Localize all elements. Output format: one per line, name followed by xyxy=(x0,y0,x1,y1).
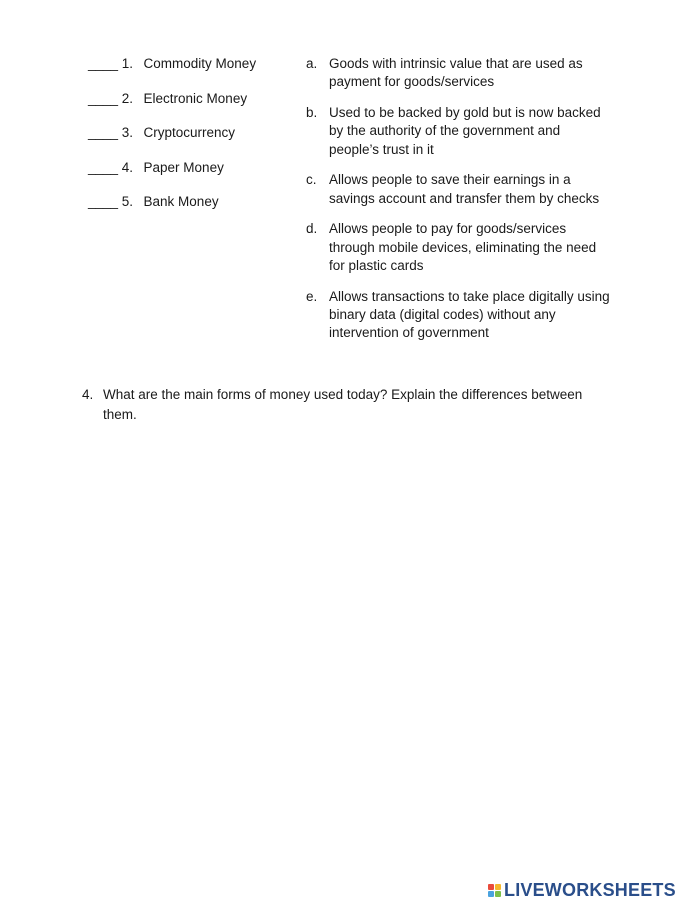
matching-term xyxy=(88,159,288,194)
brand-wordmark: LIVEWORKSHEETS xyxy=(504,879,676,900)
matching-term xyxy=(88,124,288,159)
definition-item xyxy=(306,220,611,275)
answer-blank[interactable]: ____ xyxy=(88,90,119,106)
definition-item xyxy=(306,55,611,92)
definition-letter: d. xyxy=(306,221,318,237)
definition-text: Allows people to save their earnings in a savings account and transfer them by checks xyxy=(329,172,600,206)
definition-text: Used to be backed by gold but is now backed by the authority of the government and people’s trust in it xyxy=(329,104,601,157)
definition-letter: a. xyxy=(306,56,318,71)
logo-square-red xyxy=(488,884,494,890)
answer-blank[interactable]: ____ xyxy=(88,56,119,71)
definition-letter: c. xyxy=(306,172,317,188)
definition-item xyxy=(306,171,611,208)
matching-term xyxy=(88,55,288,90)
logo-square-blue xyxy=(488,891,494,897)
term-label: Cryptocurrency xyxy=(143,125,236,141)
term-label: Commodity Money xyxy=(143,56,257,71)
logo-square-green xyxy=(495,891,501,897)
answer-blank[interactable]: ____ xyxy=(88,194,119,210)
logo-square-yellow xyxy=(495,884,501,890)
term-number: 4. xyxy=(121,159,134,175)
answer-blank[interactable]: ____ xyxy=(88,159,119,175)
liveworksheets-logo xyxy=(488,880,676,900)
question-number: 4. xyxy=(82,387,94,402)
term-number: 2. xyxy=(121,90,134,106)
liveworksheets-logo-icon xyxy=(488,884,501,897)
definition-item xyxy=(306,104,611,159)
answer-blank[interactable]: ____ xyxy=(88,125,119,141)
question-4 xyxy=(82,385,602,424)
matching-term xyxy=(88,193,288,228)
term-number: 1. xyxy=(121,56,134,71)
term-number: 5. xyxy=(121,194,134,210)
matching-terms-list xyxy=(88,55,288,228)
definition-letter: e. xyxy=(306,288,318,304)
definition-text: Allows people to pay for goods/services through mobile devices, eliminating the need for plastic cards xyxy=(329,221,597,273)
matching-definitions-list xyxy=(306,55,611,355)
definition-text: Goods with intrinsic value that are used as payment for goods/services xyxy=(329,56,583,90)
definition-text: Allows transactions to take place digitally using binary data (digital codes) without any intervention of government xyxy=(329,288,610,341)
term-label: Paper Money xyxy=(143,159,224,175)
question-text: What are the main forms of money used today? Explain the differences between them. xyxy=(103,387,583,422)
term-number: 3. xyxy=(121,125,134,141)
definition-item xyxy=(306,288,611,343)
definition-letter: b. xyxy=(306,104,318,120)
term-label: Bank Money xyxy=(143,194,219,210)
matching-term xyxy=(88,90,288,125)
term-label: Electronic Money xyxy=(143,90,248,106)
